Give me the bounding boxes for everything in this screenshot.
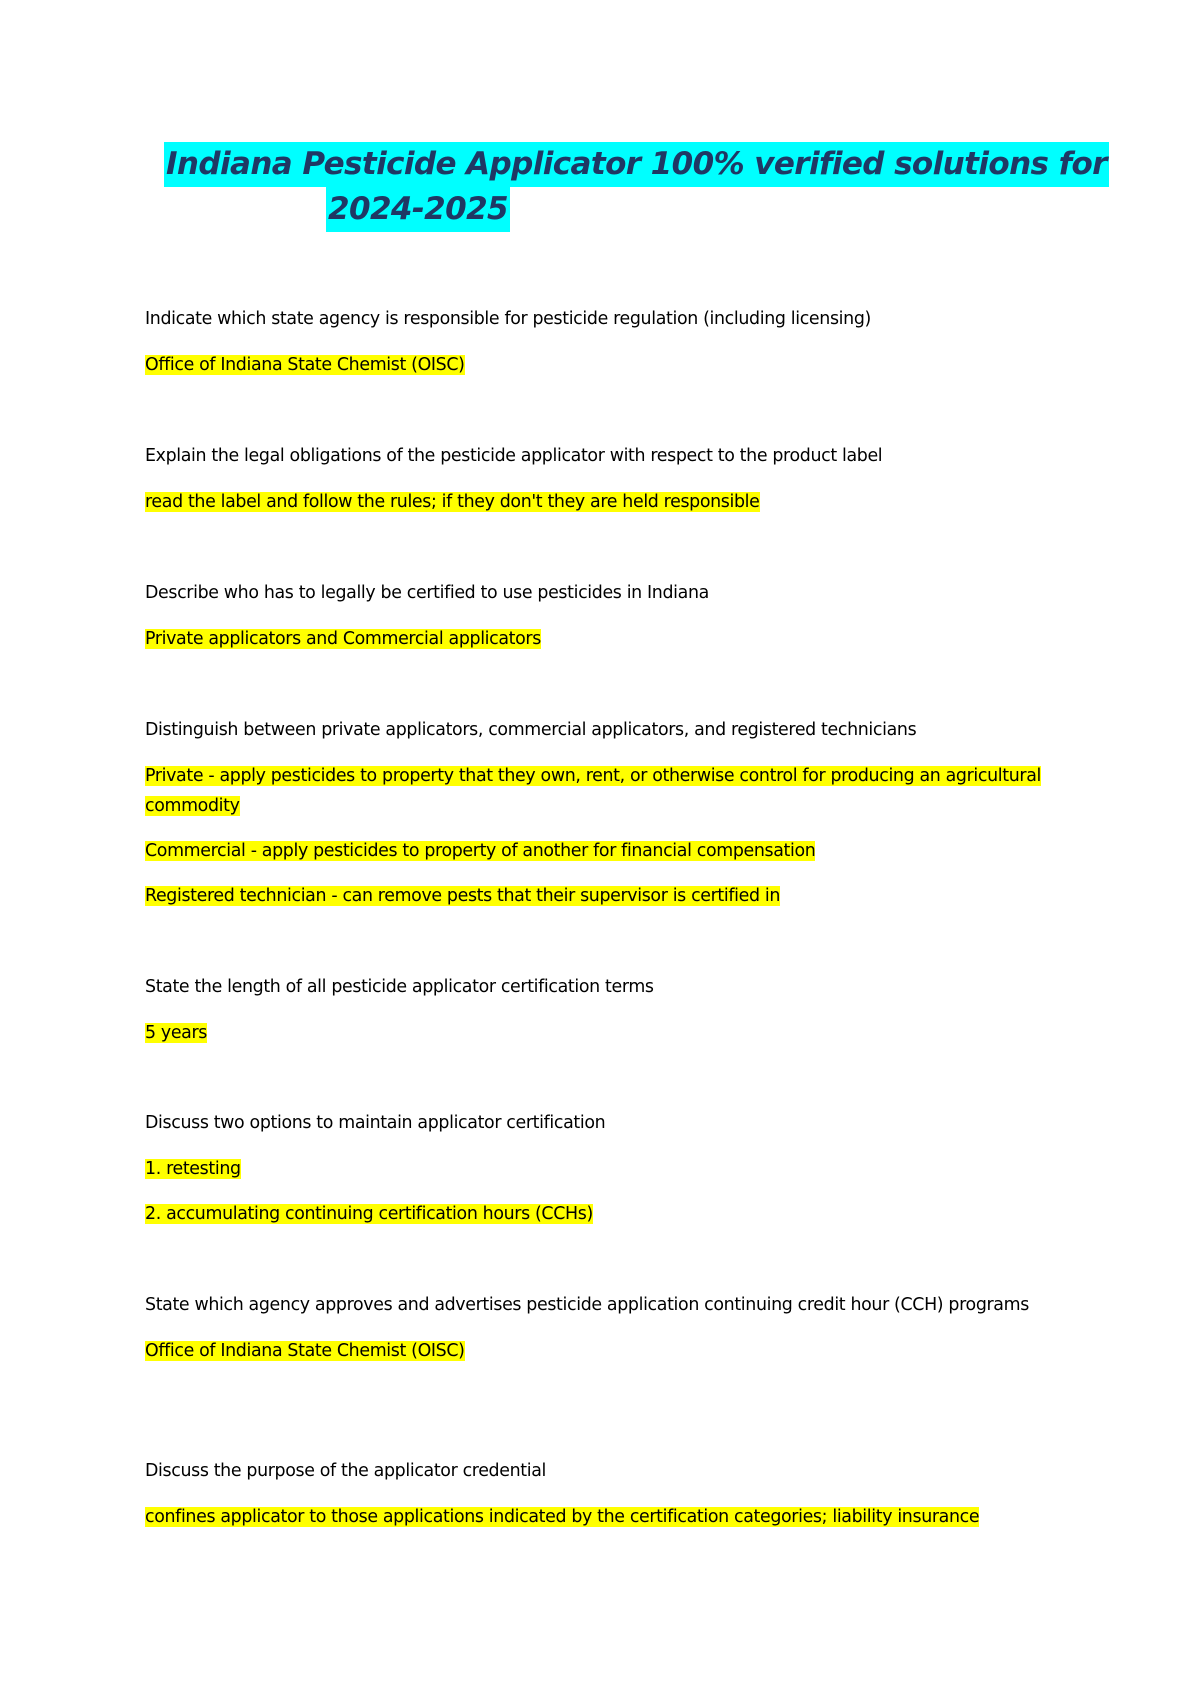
question-text: Indicate which state agency is responsible for pesticide regulation (including licensing) xyxy=(145,309,871,329)
answer-text: confines applicator to those applications indicated by the certification categories; liability insurance xyxy=(145,1507,980,1527)
answer-text: 1. retesting xyxy=(145,1159,241,1179)
answer-text: 2. accumulating continuing certification hours (CCHs) xyxy=(145,1204,593,1224)
question-text: Distinguish between private applicators, commercial applicators, and registered technicians xyxy=(145,720,917,740)
qa-item xyxy=(145,1108,1065,1229)
answer-text: Private - apply pesticides to property that they own, rent, or otherwise control for producing an agricultural commodity xyxy=(145,766,1041,816)
qa-item xyxy=(145,578,1065,654)
answer-text: read the label and follow the rules; if they don't they are held responsible xyxy=(145,492,760,512)
qa-item xyxy=(145,1456,1065,1532)
title-line-2: 2024-2025 xyxy=(326,187,510,232)
answer-text: Office of Indiana State Chemist (OISC) xyxy=(145,355,465,375)
answer-text: Office of Indiana State Chemist (OISC) xyxy=(145,1341,465,1361)
qa-item xyxy=(145,304,1065,380)
qa-item xyxy=(145,441,1065,517)
qa-item xyxy=(145,715,1065,911)
question-text: State which agency approves and advertises pesticide application continuing credit hour (CCH) programs xyxy=(145,1295,1029,1315)
answer-text: Registered technician - can remove pests that their supervisor is certified in xyxy=(145,886,781,906)
question-text: Explain the legal obligations of the pesticide applicator with respect to the product label xyxy=(145,446,883,466)
answer-text: Commercial - apply pesticides to property of another for financial compensation xyxy=(145,841,816,861)
question-text: Describe who has to legally be certified to use pesticides in Indiana xyxy=(145,583,709,603)
answer-text: Private applicators and Commercial applicators xyxy=(145,629,541,649)
answer-text: 5 years xyxy=(145,1023,208,1043)
question-text: Discuss the purpose of the applicator credential xyxy=(145,1461,546,1481)
question-text: State the length of all pesticide applicator certification terms xyxy=(145,977,654,997)
title-line-1: Indiana Pesticide Applicator 100% verified solutions for xyxy=(164,142,1109,187)
question-text: Discuss two options to maintain applicator certification xyxy=(145,1113,606,1133)
qa-item xyxy=(145,1290,1065,1366)
qa-item xyxy=(145,972,1065,1048)
